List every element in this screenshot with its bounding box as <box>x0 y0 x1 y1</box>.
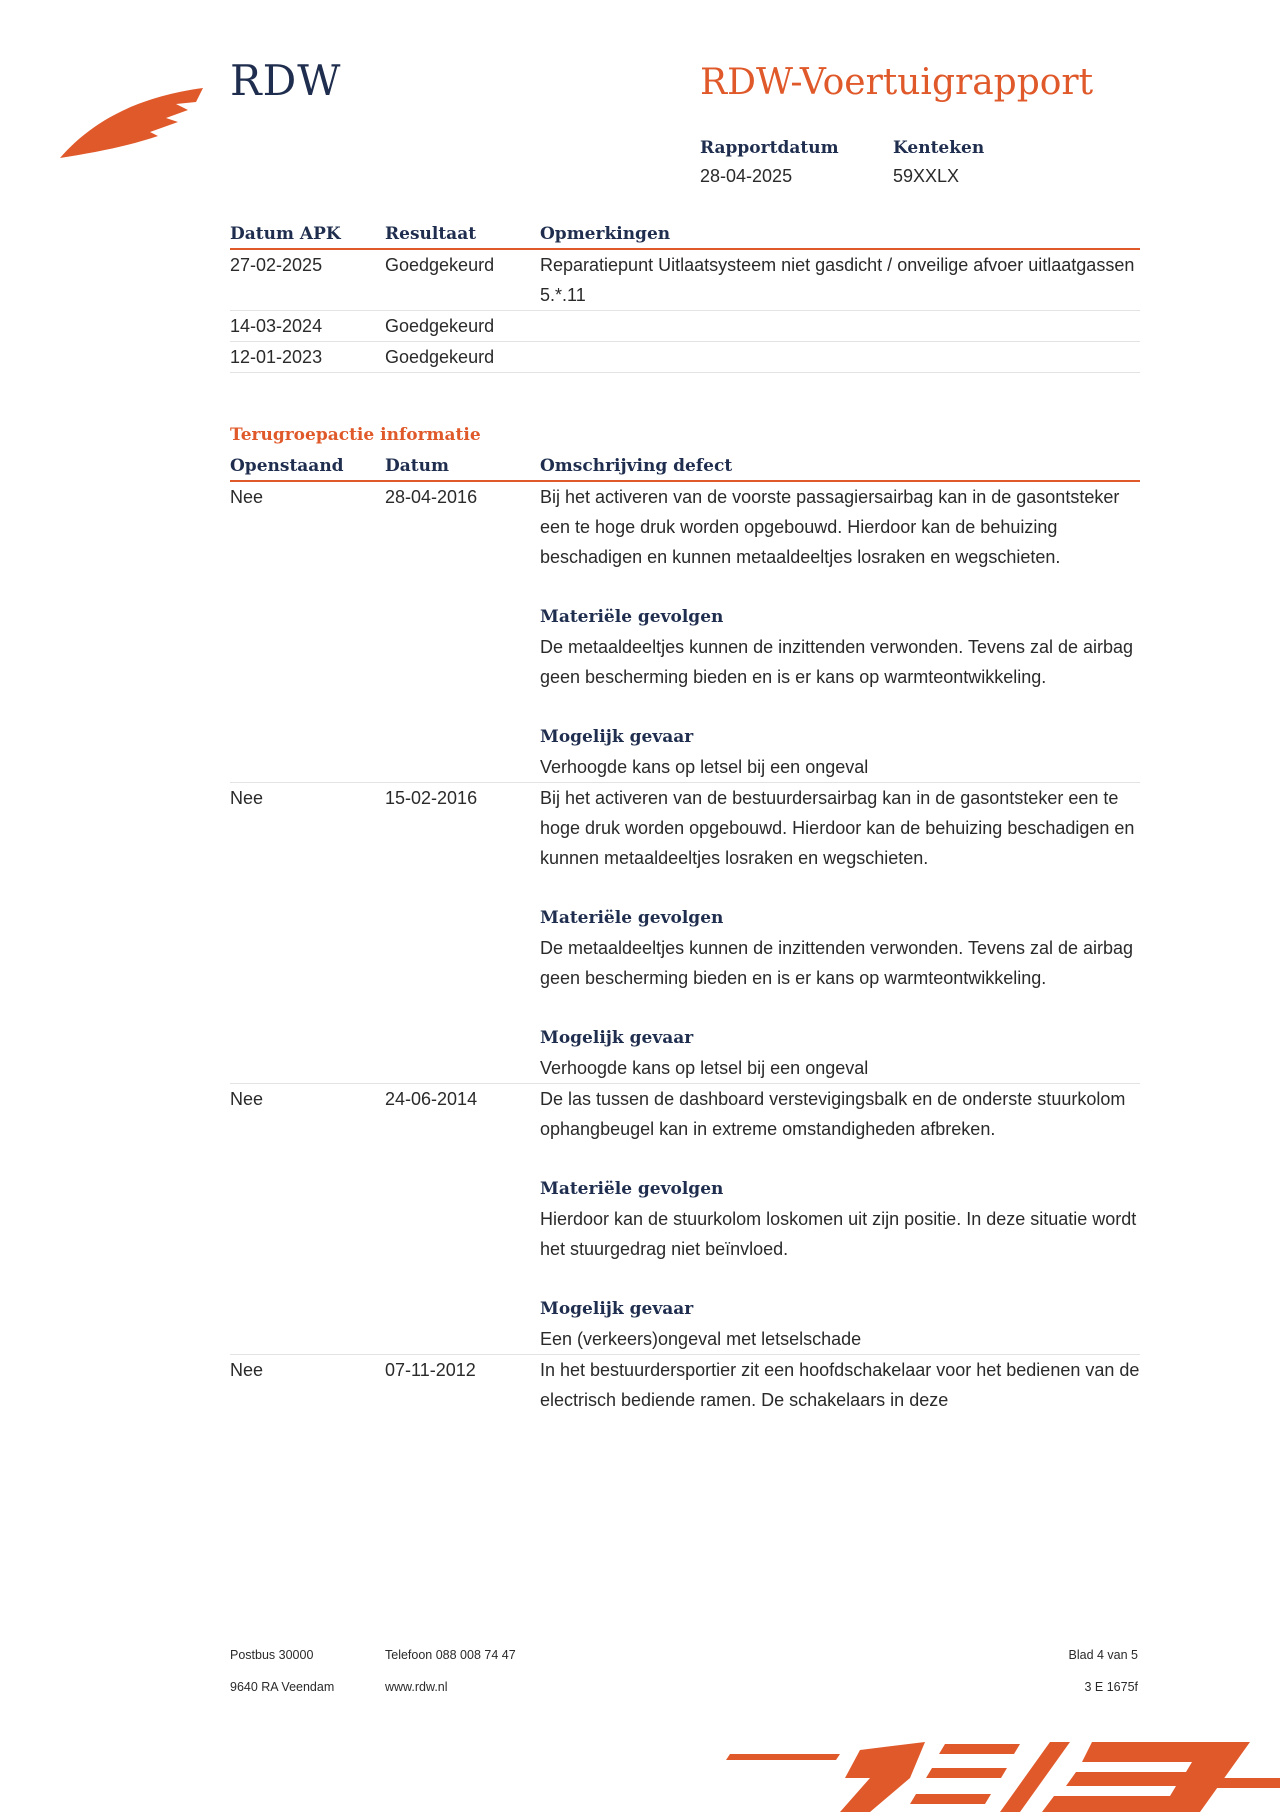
recall-open: Nee <box>230 783 385 1084</box>
possible-danger-text: Verhoogde kans op letsel bij een ongeval <box>540 757 869 777</box>
defect-text: De las tussen de dashboard verstevigingsbalk en de onderste stuurkolom ophangbeugel kan in extreme omstandigheden afbreken. <box>540 1089 1126 1139</box>
apk-date: 27-02-2025 <box>230 249 385 311</box>
table-row <box>230 311 1140 342</box>
recall-date: 15-02-2016 <box>385 783 540 1084</box>
recall-date: 07-11-2012 <box>385 1360 476 1380</box>
recall-description <box>540 481 1140 783</box>
col-header-open: Openstaand <box>230 456 385 481</box>
footer-postbus: Postbus 30000 <box>230 1648 314 1662</box>
footer-phone: Telefoon 088 008 74 47 <box>385 1648 516 1662</box>
col-header-date: Datum <box>385 456 540 481</box>
possible-danger-label: Mogelijk gevaar <box>540 727 694 747</box>
recall-header-row <box>230 456 1140 481</box>
recall-open: Nee <box>230 1084 385 1355</box>
col-header-remarks: Opmerkingen <box>540 224 1140 249</box>
possible-danger-label: Mogelijk gevaar <box>540 1028 694 1048</box>
recall-open: Nee <box>230 481 385 783</box>
recall-description <box>540 1355 1140 1416</box>
logo-text: RDW <box>230 56 342 105</box>
recall-description <box>540 1084 1140 1355</box>
apk-remarks <box>540 342 1140 373</box>
apk-result: Goedgekeurd <box>385 311 540 342</box>
material-consequences-label: Materiële gevolgen <box>540 1179 724 1199</box>
footer-stripes-icon <box>720 1738 1280 1812</box>
recall-date: 24-06-2014 <box>385 1084 540 1355</box>
recall-date: 28-04-2016 <box>385 481 540 783</box>
table-row <box>230 783 1140 1084</box>
footer-website[interactable]: www.rdw.nl <box>385 1680 448 1694</box>
footer-doc-code: 3 E 1675f <box>1084 1680 1138 1694</box>
material-consequences-text: De metaaldeeltjes kunnen de inzittenden verwonden. Tevens zal de airbag geen bescherming bieden en is er kans op warmteontwikkeling. <box>540 637 1134 687</box>
table-row <box>230 249 1140 311</box>
apk-date: 14-03-2024 <box>230 311 385 342</box>
recall-section-heading: Terugroepactie informatie <box>230 425 481 445</box>
recall-open: Nee <box>230 1360 264 1380</box>
report-title: RDW-Voertuigrapport <box>700 62 1094 103</box>
rdw-logo-icon <box>58 80 208 160</box>
recall-description <box>540 783 1140 1084</box>
col-header-date-apk: Datum APK <box>230 224 385 249</box>
col-header-defect: Omschrijving defect <box>540 456 1140 481</box>
apk-remarks <box>540 311 1140 342</box>
recall-table <box>230 456 1140 1415</box>
material-consequences-text: Hierdoor kan de stuurkolom loskomen uit zijn positie. In deze situatie wordt het stuurgedrag niet beïnvloed. <box>540 1209 1137 1259</box>
apk-table <box>230 224 1140 373</box>
table-row <box>230 1355 1140 1416</box>
table-row <box>230 481 1140 783</box>
material-consequences-text: De metaaldeeltjes kunnen de inzittenden verwonden. Tevens zal de airbag geen bescherming bieden en is er kans op warmteontwikkeling. <box>540 938 1134 988</box>
defect-text: Bij het activeren van de voorste passagiersairbag kan in de gasontsteker een te hoge druk worden opgebouwd. Hierdoor kan de behuizing beschadigen en kunnen metaaldeeltjes losraken en wegschieten. <box>540 487 1120 567</box>
defect-text: Bij het activeren van de bestuurdersairbag kan in de gasontsteker een te hoge druk worden opgebouwd. Hierdoor kan de behuizing beschadigen en kunnen metaaldeeltjes losraken en wegschieten. <box>540 788 1135 868</box>
report-date-label: Rapportdatum <box>700 138 839 158</box>
table-row <box>230 1084 1140 1355</box>
plate-value: 59XXLX <box>893 166 960 186</box>
report-date-value: 28-04-2025 <box>700 166 793 186</box>
possible-danger-text: Een (verkeers)ongeval met letselschade <box>540 1329 862 1349</box>
defect-text: In het bestuurdersportier zit een hoofdschakelaar voor het bedienen van de electrisch bediende ramen. De schakelaars in deze <box>540 1360 1140 1410</box>
apk-header-row <box>230 224 1140 249</box>
material-consequences-label: Materiële gevolgen <box>540 908 724 928</box>
col-header-result: Resultaat <box>385 224 540 249</box>
table-row <box>230 342 1140 373</box>
apk-result: Goedgekeurd <box>385 249 540 311</box>
plate-label: Kenteken <box>893 138 985 158</box>
footer-city: 9640 RA Veendam <box>230 1680 335 1694</box>
apk-result: Goedgekeurd <box>385 342 540 373</box>
apk-date: 12-01-2023 <box>230 342 385 373</box>
footer-page-number: Blad 4 van 5 <box>1068 1648 1138 1662</box>
possible-danger-label: Mogelijk gevaar <box>540 1299 694 1319</box>
material-consequences-label: Materiële gevolgen <box>540 607 724 627</box>
possible-danger-text: Verhoogde kans op letsel bij een ongeval <box>540 1058 869 1078</box>
apk-remarks: Reparatiepunt Uitlaatsysteem niet gasdicht / onveilige afvoer uitlaatgassen 5.*.11 <box>540 249 1140 311</box>
